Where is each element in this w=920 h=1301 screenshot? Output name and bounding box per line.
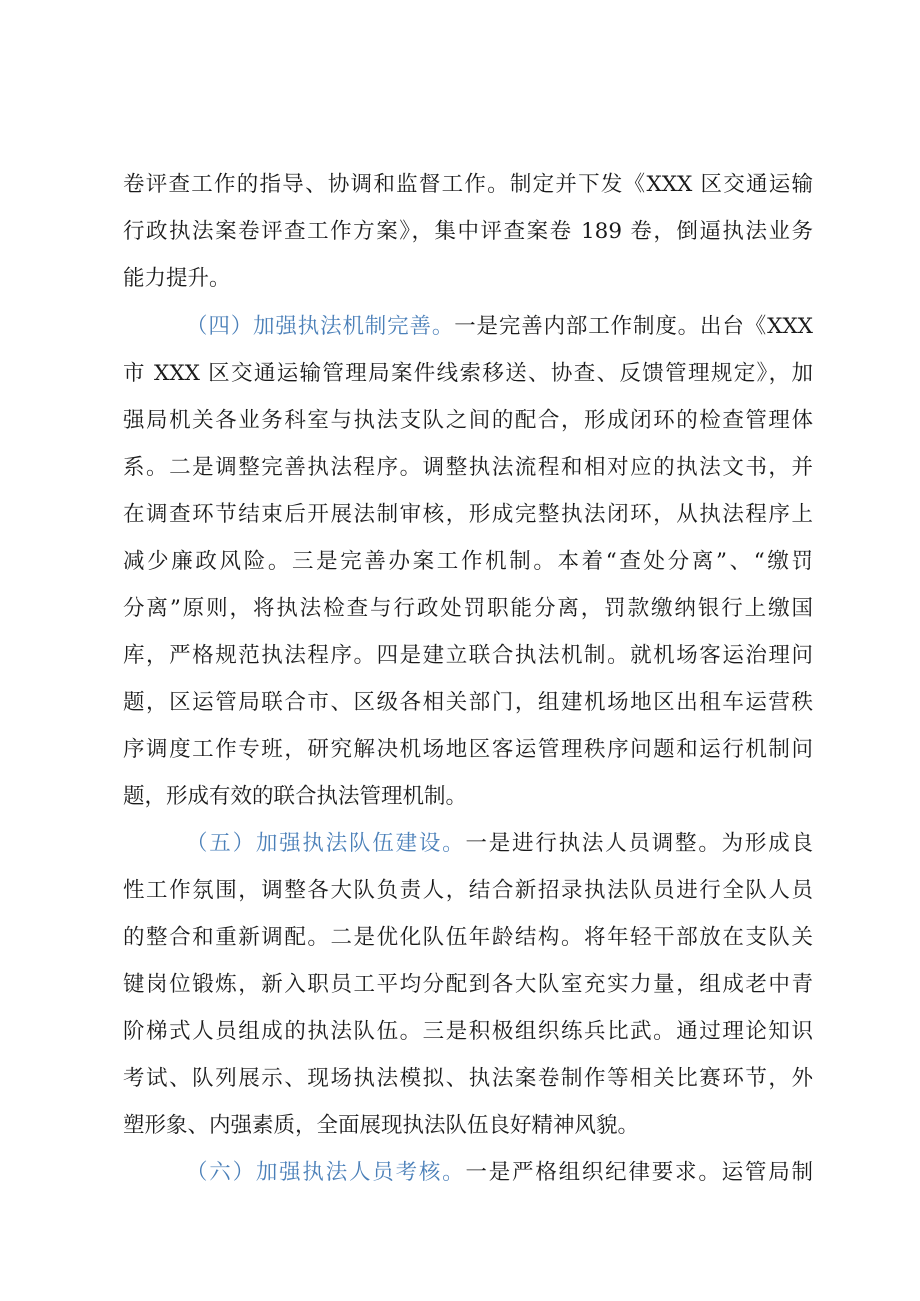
- p2-first-line-rest: 一是完善内部工作制度。出台《XXX: [454, 314, 813, 339]
- p3-line-5: 阶梯式人员组成的执法队伍。三是积极组织练兵比武。通过理论知识: [123, 1019, 813, 1044]
- p4-heading: （六）加强执法人员考核。: [186, 1160, 466, 1185]
- p2-line-9: 题，区运管局联合市、区级各相关部门，组建机场地区出租车运营秩: [123, 690, 813, 715]
- p2-line-11: 题，形成有效的联合执法管理机制。: [123, 784, 468, 809]
- p3-line-7: 塑形象、内强素质，全面展现执法队伍良好精神风貌。: [123, 1113, 640, 1138]
- p3-first-line-rest: 一是进行执法人员调整。为形成良: [465, 831, 813, 856]
- p2-heading: （四）加强执法机制完善。: [186, 314, 455, 339]
- p3-line-1: [186, 823, 813, 865]
- p3-line-6: 考试、队列展示、现场执法模拟、执法案卷制作等相关比赛环节，外: [123, 1066, 813, 1091]
- p2-line-4: 系。二是调整完善执法程序。调整执法流程和相对应的执法文书，并: [123, 455, 813, 480]
- p2-line-5: 在调查环节结束后开展法制审核，形成完整执法闭环，从执法程序上: [123, 502, 813, 527]
- p1-line-2: 行政执法案卷评查工作方案》，集中评查案卷 189 卷，倒逼执法业务: [123, 219, 813, 244]
- p2-line-10: 序调度工作专班，研究解决机场地区客运管理秩序问题和运行机制问: [123, 737, 813, 762]
- p4-line-1: [186, 1152, 813, 1194]
- p3-line-2: 性工作氛围，调整各大队负责人，结合新招录执法队员进行全队人员: [123, 878, 813, 903]
- p2-line-8: 库，严格规范执法程序。四是建立联合执法机制。就机场客运治理问: [123, 643, 813, 668]
- p1-line-3: 能力提升。: [123, 266, 231, 291]
- p3-line-3: 的整合和重新调配。二是优化队伍年龄结构。将年轻干部放在支队关: [123, 925, 813, 950]
- p3-heading: （五）加强执法队伍建设。: [186, 831, 466, 856]
- p2-line-1: [186, 306, 813, 348]
- p2-line-7: 分离”原则，将执法检查与行政处罚职能分离，罚款缴纳银行上缴国: [123, 596, 813, 621]
- p1-line-1: 卷评查工作的指导、协调和监督工作。制定并下发《XXX 区交通运输: [123, 172, 813, 197]
- p2-line-6: 减少廉政风险。三是完善办案工作机制。本着“查处分离”、“缴罚: [123, 549, 813, 574]
- p2-line-2: 市 XXX 区交通运输管理局案件线索移送、协查、反馈管理规定》，加: [123, 361, 813, 386]
- p2-line-3: 强局机关各业务科室与执法支队之间的配合，形成闭环的检查管理体: [123, 408, 813, 433]
- p3-line-4: 键岗位锻炼，新入职员工平均分配到各大队室充实力量，组成老中青: [123, 972, 813, 997]
- p4-first-line-rest: 一是严格组织纪律要求。运管局制: [465, 1160, 813, 1185]
